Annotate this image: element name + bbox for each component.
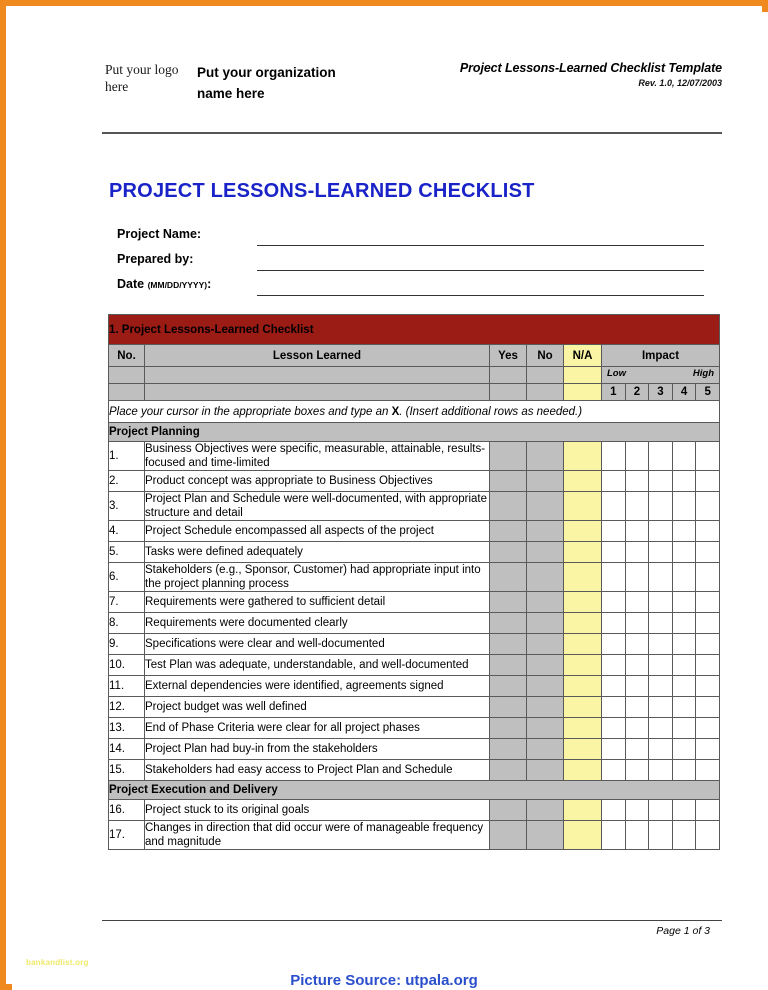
row-lesson-text: Project budget was well defined [145, 697, 490, 718]
cell-impact-2[interactable] [625, 676, 649, 697]
cell-na[interactable] [564, 634, 602, 655]
template-revision: Rev. 1.0, 12/07/2003 [638, 78, 722, 88]
cell-impact-5[interactable] [696, 563, 720, 592]
cell-impact-4[interactable] [672, 492, 696, 521]
header-divider [102, 132, 722, 134]
cell-no[interactable] [527, 718, 564, 739]
table-row [109, 471, 720, 492]
row-lesson-text: Project Schedule encompassed all aspects of the project [145, 521, 490, 542]
row-lesson-text: Project Plan had buy-in from the stakeholders [145, 739, 490, 760]
date-label-colon: : [207, 277, 212, 291]
table-row [109, 676, 720, 697]
cell-impact-2[interactable] [625, 542, 649, 563]
row-number: 12. [109, 697, 145, 718]
cell-no[interactable] [527, 592, 564, 613]
spacer-no [109, 367, 145, 384]
checklist-table [108, 314, 720, 850]
row-lesson-text: Specifications were clear and well-documented [145, 634, 490, 655]
date-label-main: Date [117, 277, 148, 291]
footer-divider [102, 920, 722, 921]
instruction-post: . (Insert additional rows as needed.) [399, 405, 583, 418]
table-row [109, 634, 720, 655]
cell-impact-5[interactable] [696, 471, 720, 492]
cell-no[interactable] [527, 821, 564, 850]
cell-no[interactable] [527, 739, 564, 760]
project-name-input[interactable] [257, 245, 704, 246]
cell-impact-3[interactable] [649, 442, 673, 471]
cell-impact-3[interactable] [649, 592, 673, 613]
table-row [109, 563, 720, 592]
form-row-project-name [109, 225, 709, 250]
form-row-date [109, 275, 709, 300]
spacer-na [564, 367, 602, 384]
col-header-na: N/A [564, 345, 602, 367]
cell-impact-4[interactable] [672, 521, 696, 542]
cell-impact-1[interactable] [602, 800, 626, 821]
cell-na[interactable] [564, 676, 602, 697]
cell-yes[interactable] [490, 739, 527, 760]
col-header-impact: Impact [602, 345, 720, 367]
row-lesson-text: Requirements were gathered to sufficient detail [145, 592, 490, 613]
row-lesson-text: Project stuck to its original goals [145, 800, 490, 821]
cell-yes[interactable] [490, 821, 527, 850]
cell-na[interactable] [564, 718, 602, 739]
col-header-no: No [527, 345, 564, 367]
cell-impact-2[interactable] [625, 800, 649, 821]
row-number: 4. [109, 521, 145, 542]
cell-impact-4[interactable] [672, 634, 696, 655]
cell-impact-4[interactable] [672, 739, 696, 760]
cell-no[interactable] [527, 760, 564, 781]
spacer-yes [490, 367, 527, 384]
spacer2-lesson [145, 384, 490, 401]
table-row [109, 718, 720, 739]
cell-impact-4[interactable] [672, 821, 696, 850]
row-lesson-text: External dependencies were identified, agreements signed [145, 676, 490, 697]
cell-na[interactable] [564, 739, 602, 760]
cell-yes[interactable] [490, 542, 527, 563]
row-number: 17. [109, 821, 145, 850]
cell-yes[interactable] [490, 613, 527, 634]
cell-no[interactable] [527, 697, 564, 718]
prepared-by-label: Prepared by: [117, 252, 194, 266]
cell-na[interactable] [564, 655, 602, 676]
col-header-lesson-learned: Lesson Learned [145, 345, 490, 367]
cell-impact-1[interactable] [602, 521, 626, 542]
cell-yes[interactable] [490, 442, 527, 471]
form-row-prepared-by [109, 250, 709, 275]
cell-impact-1[interactable] [602, 634, 626, 655]
cell-impact-5[interactable] [696, 718, 720, 739]
cell-na[interactable] [564, 471, 602, 492]
table-row [109, 492, 720, 521]
cell-impact-1[interactable] [602, 592, 626, 613]
cell-impact-5[interactable] [696, 442, 720, 471]
impact-scale-5: 5 [696, 384, 720, 401]
cell-impact-3[interactable] [649, 521, 673, 542]
cell-yes[interactable] [490, 800, 527, 821]
cell-impact-5[interactable] [696, 760, 720, 781]
table-row [109, 521, 720, 542]
row-lesson-text: Tasks were defined adequately [145, 542, 490, 563]
cell-impact-2[interactable] [625, 592, 649, 613]
date-label-format: (MM/DD/YYYY) [147, 280, 208, 290]
cell-impact-1[interactable] [602, 442, 626, 471]
cell-impact-4[interactable] [672, 676, 696, 697]
section-title: Project Execution and Delivery [109, 781, 720, 800]
cell-yes[interactable] [490, 760, 527, 781]
cell-impact-5[interactable] [696, 821, 720, 850]
impact-low-label: Low [607, 368, 626, 379]
cell-impact-3[interactable] [649, 634, 673, 655]
cell-impact-3[interactable] [649, 613, 673, 634]
cell-yes[interactable] [490, 492, 527, 521]
table-header-row [109, 345, 720, 367]
cell-impact-4[interactable] [672, 563, 696, 592]
instruction-text [109, 401, 720, 423]
cell-impact-5[interactable] [696, 492, 720, 521]
cell-impact-3[interactable] [649, 800, 673, 821]
cell-impact-2[interactable] [625, 442, 649, 471]
cell-impact-1[interactable] [602, 563, 626, 592]
project-name-label: Project Name: [117, 227, 202, 241]
table-row [109, 739, 720, 760]
cell-na[interactable] [564, 697, 602, 718]
cell-impact-1[interactable] [602, 471, 626, 492]
cell-no[interactable] [527, 563, 564, 592]
date-label [117, 277, 211, 291]
cell-impact-1[interactable] [602, 613, 626, 634]
cell-impact-5[interactable] [696, 697, 720, 718]
row-number: 10. [109, 655, 145, 676]
cell-impact-4[interactable] [672, 760, 696, 781]
prepared-by-input[interactable] [257, 270, 704, 271]
cell-na[interactable] [564, 821, 602, 850]
document-header [102, 54, 722, 132]
template-title: Project Lessons-Learned Checklist Template [459, 61, 722, 75]
col-header-yes: Yes [490, 345, 527, 367]
table-row [109, 655, 720, 676]
row-lesson-text: Project Plan and Schedule were well-documented, with appropriate structure and detail [145, 492, 490, 521]
instruction-pre: Place your cursor in the appropriate boxes and type an [109, 405, 392, 418]
cell-impact-1[interactable] [602, 739, 626, 760]
cell-yes[interactable] [490, 471, 527, 492]
impact-scale-3: 3 [649, 384, 673, 401]
cell-impact-3[interactable] [649, 492, 673, 521]
row-number: 7. [109, 592, 145, 613]
row-lesson-text: Requirements were documented clearly [145, 613, 490, 634]
cell-no[interactable] [527, 800, 564, 821]
table-row [109, 800, 720, 821]
cell-yes[interactable] [490, 697, 527, 718]
cell-impact-2[interactable] [625, 760, 649, 781]
cell-na[interactable] [564, 613, 602, 634]
cell-impact-5[interactable] [696, 521, 720, 542]
cell-impact-2[interactable] [625, 655, 649, 676]
cell-yes[interactable] [490, 655, 527, 676]
date-input[interactable] [257, 295, 704, 296]
cell-impact-3[interactable] [649, 697, 673, 718]
row-lesson-text: Product concept was appropriate to Business Objectives [145, 471, 490, 492]
table-row [109, 760, 720, 781]
impact-scale-2: 2 [625, 384, 649, 401]
page-title: PROJECT LESSONS-LEARNED CHECKLIST [109, 180, 535, 202]
cell-impact-5[interactable] [696, 634, 720, 655]
cell-no[interactable] [527, 542, 564, 563]
spacer-lesson [145, 367, 490, 384]
row-number: 8. [109, 613, 145, 634]
cell-impact-5[interactable] [696, 739, 720, 760]
cell-impact-4[interactable] [672, 718, 696, 739]
cell-no[interactable] [527, 634, 564, 655]
table-banner-row [109, 315, 720, 345]
row-number: 13. [109, 718, 145, 739]
cell-impact-4[interactable] [672, 592, 696, 613]
cell-yes[interactable] [490, 592, 527, 613]
section-title: Project Planning [109, 423, 720, 442]
cell-no[interactable] [527, 492, 564, 521]
cell-impact-3[interactable] [649, 760, 673, 781]
watermark-small: bankandlist.org [26, 958, 89, 967]
impact-scale-1: 1 [602, 384, 626, 401]
row-number: 9. [109, 634, 145, 655]
spacer2-no-col [527, 384, 564, 401]
row-lesson-text: Stakeholders (e.g., Sponsor, Customer) had appropriate input into the project planning process [145, 563, 490, 592]
logo-placeholder: Put your logo here [105, 62, 179, 94]
cell-impact-3[interactable] [649, 739, 673, 760]
cell-impact-5[interactable] [696, 613, 720, 634]
spacer2-yes [490, 384, 527, 401]
cell-yes[interactable] [490, 718, 527, 739]
cell-no[interactable] [527, 521, 564, 542]
row-number: 15. [109, 760, 145, 781]
cell-impact-4[interactable] [672, 613, 696, 634]
cell-impact-3[interactable] [649, 655, 673, 676]
table-row [109, 821, 720, 850]
cell-impact-4[interactable] [672, 697, 696, 718]
cell-na[interactable] [564, 563, 602, 592]
cell-impact-1[interactable] [602, 492, 626, 521]
cell-impact-3[interactable] [649, 821, 673, 850]
organization-name-placeholder: Put your organization name here [197, 65, 336, 101]
cell-no[interactable] [527, 655, 564, 676]
cell-na[interactable] [564, 521, 602, 542]
cell-impact-3[interactable] [649, 563, 673, 592]
cell-no[interactable] [527, 613, 564, 634]
row-number: 16. [109, 800, 145, 821]
cell-impact-2[interactable] [625, 521, 649, 542]
cell-impact-1[interactable] [602, 676, 626, 697]
instruction-x: X [391, 405, 400, 418]
row-lesson-text: Business Objectives were specific, measurable, attainable, results-focused and time-limited [145, 442, 490, 471]
cell-impact-2[interactable] [625, 563, 649, 592]
cell-yes[interactable] [490, 634, 527, 655]
document-page [12, 12, 768, 990]
cell-impact-2[interactable] [625, 492, 649, 521]
cell-impact-3[interactable] [649, 676, 673, 697]
table-row [109, 697, 720, 718]
cell-no[interactable] [527, 442, 564, 471]
cell-impact-2[interactable] [625, 718, 649, 739]
cell-impact-4[interactable] [672, 655, 696, 676]
row-number: 1. [109, 442, 145, 471]
cell-impact-5[interactable] [696, 676, 720, 697]
cell-impact-3[interactable] [649, 471, 673, 492]
row-number: 11. [109, 676, 145, 697]
row-lesson-text: Stakeholders had easy access to Project Plan and Schedule [145, 760, 490, 781]
impact-high-label: High [692, 368, 715, 379]
row-number: 14. [109, 739, 145, 760]
table-lowhigh-row [109, 367, 720, 384]
cell-na[interactable] [564, 442, 602, 471]
picture-source-caption: Picture Source: utpala.org [290, 972, 478, 989]
cell-impact-4[interactable] [672, 471, 696, 492]
cell-na[interactable] [564, 492, 602, 521]
section-header-row [109, 781, 720, 800]
cell-impact-1[interactable] [602, 718, 626, 739]
cell-impact-2[interactable] [625, 471, 649, 492]
cell-impact-2[interactable] [625, 697, 649, 718]
table-row [109, 613, 720, 634]
cell-impact-3[interactable] [649, 718, 673, 739]
cell-impact-1[interactable] [602, 542, 626, 563]
section-header-row [109, 423, 720, 442]
cell-impact-3[interactable] [649, 542, 673, 563]
cell-no[interactable] [527, 676, 564, 697]
cell-impact-4[interactable] [672, 542, 696, 563]
checklist-body [109, 423, 720, 850]
row-lesson-text: Test Plan was adequate, understandable, and well-documented [145, 655, 490, 676]
cell-yes[interactable] [490, 521, 527, 542]
row-number: 3. [109, 492, 145, 521]
cell-impact-2[interactable] [625, 739, 649, 760]
spacer-no-col [527, 367, 564, 384]
spacer2-na [564, 384, 602, 401]
table-row [109, 442, 720, 471]
cell-no[interactable] [527, 471, 564, 492]
cell-impact-5[interactable] [696, 800, 720, 821]
table-banner: 1. Project Lessons-Learned Checklist [109, 315, 720, 345]
cell-impact-1[interactable] [602, 760, 626, 781]
cell-impact-1[interactable] [602, 821, 626, 850]
form-fields [109, 225, 709, 300]
cell-impact-4[interactable] [672, 800, 696, 821]
cell-impact-2[interactable] [625, 634, 649, 655]
page-number: Page 1 of 3 [656, 925, 710, 937]
row-number: 5. [109, 542, 145, 563]
row-number: 2. [109, 471, 145, 492]
cell-impact-1[interactable] [602, 655, 626, 676]
col-header-no: No. [109, 345, 145, 367]
cell-impact-5[interactable] [696, 542, 720, 563]
impact-scale-4: 4 [672, 384, 696, 401]
table-scale-row [109, 384, 720, 401]
row-lesson-text: Changes in direction that did occur were of manageable frequency and magnitude [145, 821, 490, 850]
cell-impact-5[interactable] [696, 592, 720, 613]
spacer2-no [109, 384, 145, 401]
cell-impact-4[interactable] [672, 442, 696, 471]
row-lesson-text: End of Phase Criteria were clear for all project phases [145, 718, 490, 739]
cell-yes[interactable] [490, 676, 527, 697]
cell-na[interactable] [564, 760, 602, 781]
cell-na[interactable] [564, 800, 602, 821]
cell-impact-2[interactable] [625, 821, 649, 850]
table-instruction-row [109, 401, 720, 423]
cell-impact-5[interactable] [696, 655, 720, 676]
table-row [109, 542, 720, 563]
impact-range-labels [602, 367, 720, 384]
table-row [109, 592, 720, 613]
row-number: 6. [109, 563, 145, 592]
cell-impact-2[interactable] [625, 613, 649, 634]
checklist-table-wrapper [108, 314, 719, 850]
cell-impact-1[interactable] [602, 697, 626, 718]
cell-na[interactable] [564, 592, 602, 613]
cell-na[interactable] [564, 542, 602, 563]
cell-yes[interactable] [490, 563, 527, 592]
